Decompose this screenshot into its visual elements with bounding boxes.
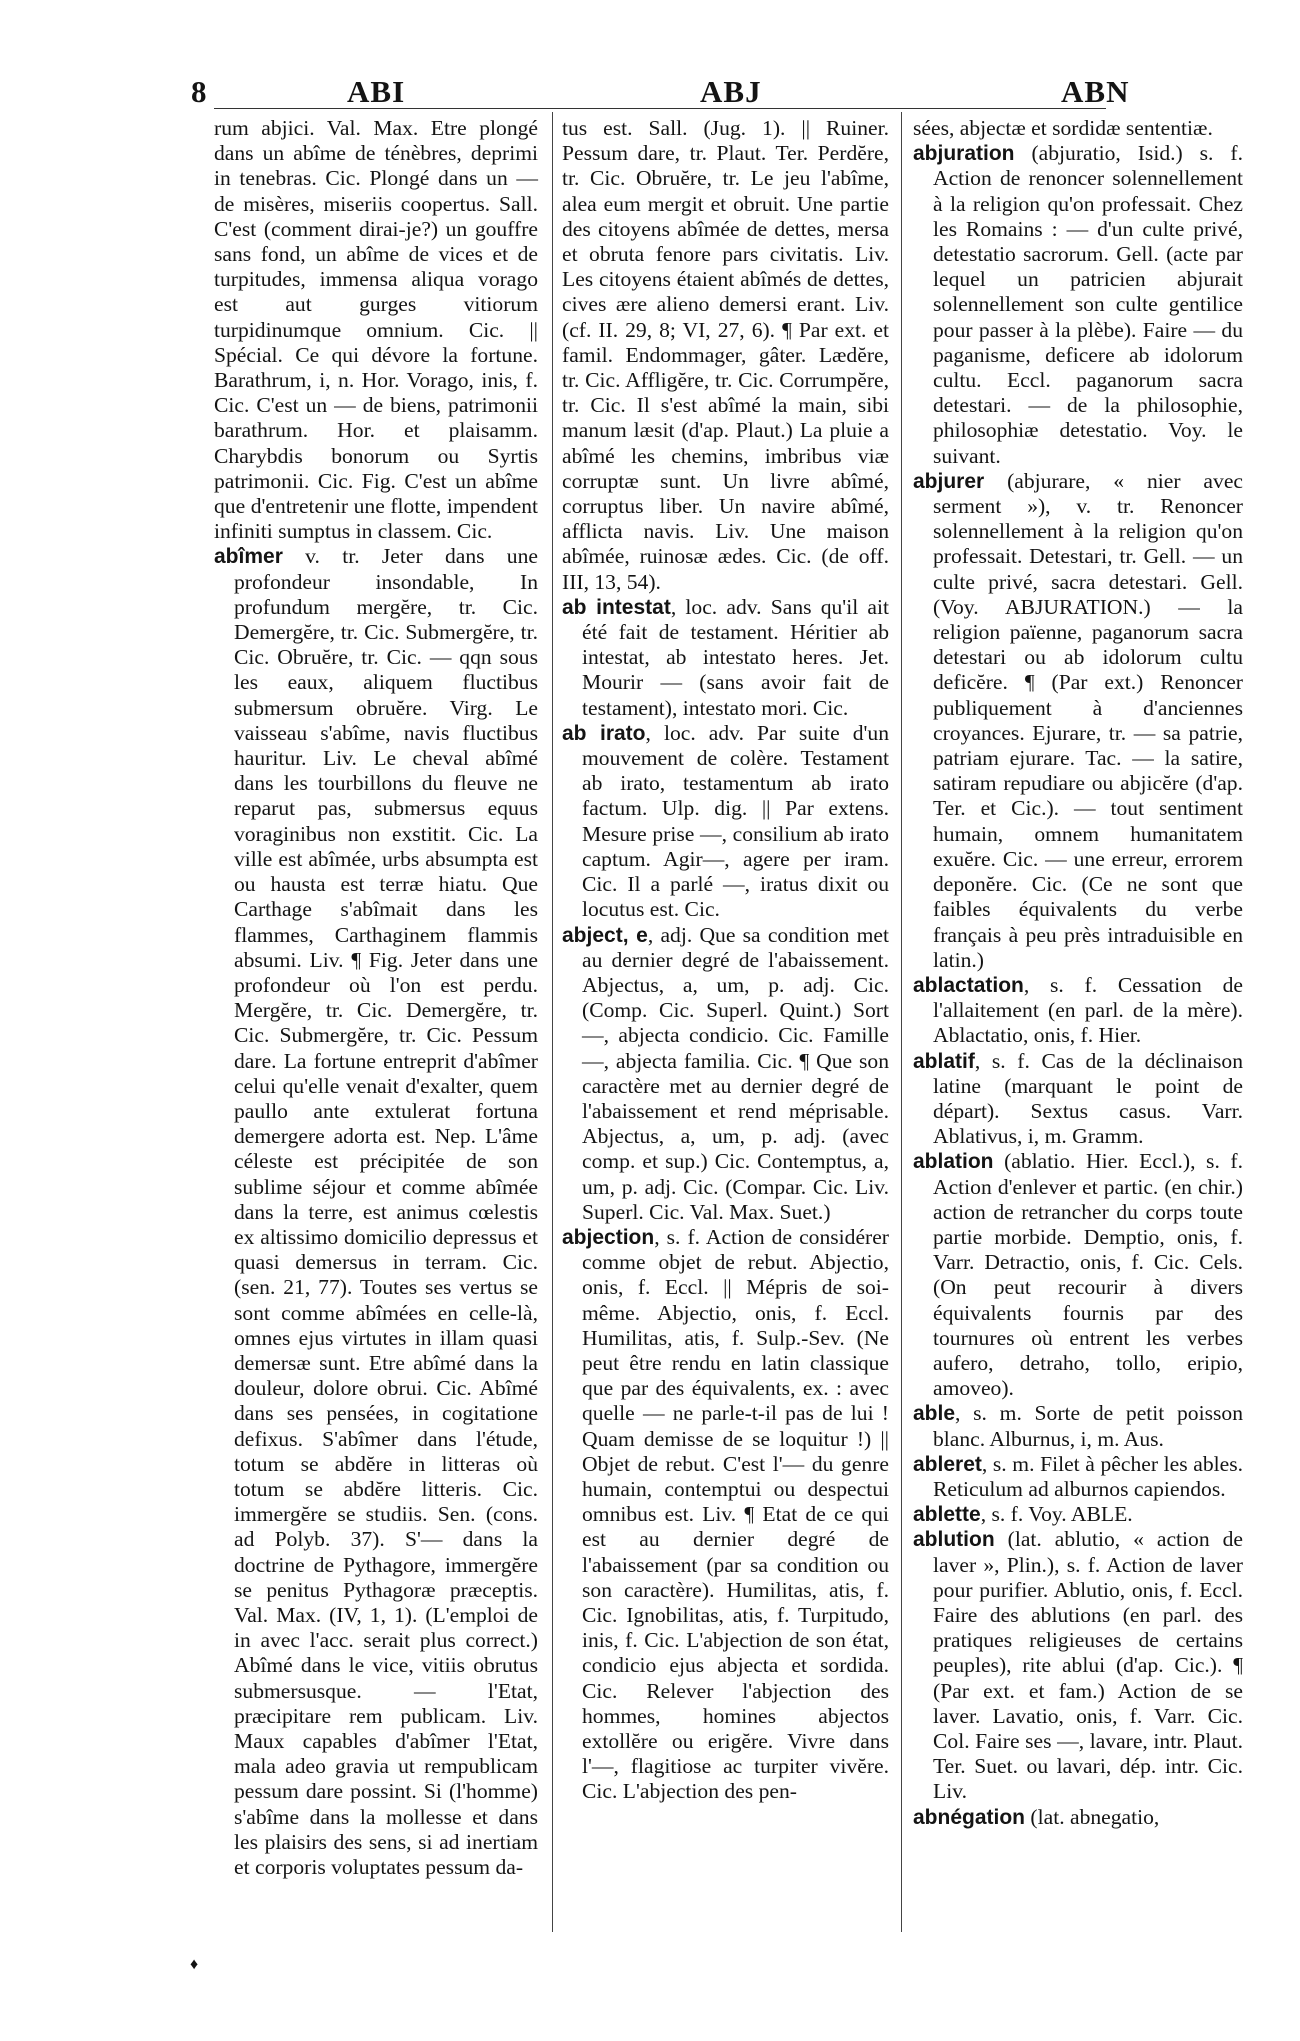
entry-text: , s. f. Cessation de l'allaitement (en parl. de la mère). Ablactatio, onis, f. Hier.: [933, 972, 1243, 1048]
entry-headword: ablution: [913, 1528, 995, 1552]
entry-headword: abjection: [562, 1225, 655, 1249]
entry-headword: ab intestat: [562, 595, 671, 619]
dictionary-entry: [562, 721, 889, 923]
dictionary-entry: [214, 544, 538, 1880]
dictionary-entry: [913, 141, 1243, 469]
column-2: [562, 116, 889, 1805]
entry-continuation: [214, 116, 538, 544]
entry-text: , adj. Que sa condition met au dernier degré de l'abaissement. Abjectus, a, um, p. adj. Cic. (Comp. Cic. Superl. Quint.) Sort —, abjecta condicio. Cic. Famille —, abjecta familia. Cic. ¶ Que son caractère met au dernier degré de l'abaissement et rend méprisable. Abjectus, a, um, p. adj. (avec comp. et sup.) Cic. Contemptus, a, um, p. adj. Cic. (Compar. Cic. Liv. Superl. Cic. Val. Max. Suet.): [582, 922, 889, 1224]
entry-text: , s. m. Sorte de petit poisson blanc. Alburnus, i, m. Aus.: [933, 1401, 1243, 1451]
column-separator: [901, 112, 902, 1932]
dictionary-entry: [562, 1225, 889, 1805]
header-rule: [214, 108, 1106, 109]
running-head-left: ABI: [347, 74, 406, 109]
entry-headword: ablatif: [913, 1049, 975, 1073]
entry-text: , s. m. Filet à pêcher les ables. Reticulum ad alburnos capiendos.: [933, 1451, 1243, 1501]
column-separator: [552, 112, 553, 1932]
dictionary-entry: [913, 1527, 1243, 1804]
entry-text: v. tr. Jeter dans une profondeur insondable, In profundum mergĕre, tr. Cic. Demergĕre, tr. Cic. Submergĕre, tr. Cic. Obruĕre, tr. Cic. — qqn sous les eaux, aliquem fluctibus submersum obruĕre. Virg. Le vaisseau s'abîme, navis fluctibus hauritur. Liv. Le cheval abîmé dans les tourbillons du fleuve ne reparut pas, submersus equus voraginibus non exstitit. Cic. La ville est abîmée, urbs absumpta est ou hausta est terræ hiatu. Que Carthage s'abîmait dans les flammes, Carthaginem flammis absumi. Liv. ¶ Fig. Jeter dans une profondeur où l'on est perdu. Mergĕre, tr. Cic. Demergĕre, tr. Cic. Submergĕre, tr. Cic. Pessum dare. La fortune entreprit d'abîmer celui qu'elle venait d'exalter, quem paullo ante extulerat fortuna demergere adorta est. Nep. L'âme céleste est précipitée de son sublime séjour et comme abîmée dans la terre, est animus cœlestis ex altissimo domicilio depressus et quasi demersus in terram. Cic. (sen. 21, 77). Toutes ses vertus se sont comme abîmées en celle-là, omnes ejus virtutes in illam quasi demersæ sunt. Etre abîmé dans la douleur, dolore obrui. Cic. Abîmé dans ses pensées, in cogitatione defixus. S'abîmer dans l'étude, totum se abdĕre in litteras où totum se abdĕre litteris. Cic. immergĕre se studiis. Sen. (cons. ad Polyb. 37). S'— dans la doctrine de Pythagore, immergĕre se penitus Pythagoræ præceptis. Val. Max. (IV, 1, 1). (L'emploi de in avec l'acc. serait plus correct.) Abîmé dans le vice, vitiis obrutus submersusque. — l'Etat, præcipitare rem publicam. Liv. Maux capables d'abîmer l'Etat, mala adeo gravia ut rempublicam pessum dare possint. Si (l'homme) s'abîme dans la mollesse et dans les plaisirs des sens, si ad inertiam et corporis voluptates pessum da-: [234, 544, 538, 1880]
entry-text: (abjurare, « nier avec serment »), v. tr. Renoncer solennellement à la religion qu'on professait. Detestari, tr. Gell. — un culte privé, sacra detestari. Gell. (Voy. ABJURATION.) — la religion païenne, paganorum sacra detestari ou ab idolorum cultu deficĕre. ¶ (Par ext.) Renoncer publiquement à d'anciennes croyances. Ejurare, tr. — sa patrie, patriam ejurare. Tac. — la satire, satiram repudiare ou abjicĕre (d'ap. Ter. et Cic.). — tout sentiment humain, omnem humanitatem exuĕre. Cic. — une erreur, errorem deponĕre. Cic. (Ce ne sont que faibles équivalents du verbe français à peu près intraduisible en latin.): [933, 468, 1243, 972]
entry-headword: abnégation: [913, 1805, 1026, 1829]
entry-continuation: [562, 116, 889, 595]
dictionary-entry: [913, 973, 1243, 1049]
entry-headword: ablactation: [913, 973, 1024, 997]
entry-text: , s. f. Cas de la déclinaison latine (marquant le point de départ). Sextus casus. Varr. Ablativus, i, m. Gramm.: [933, 1048, 1243, 1149]
running-head-right: ABN: [1061, 74, 1130, 109]
running-head-center: ABJ: [700, 74, 762, 109]
dictionary-entry: [562, 595, 889, 721]
entry-continuation: [913, 116, 1243, 141]
entry-text: (lat. abnegatio,: [1025, 1804, 1160, 1829]
dictionary-entry: [562, 923, 889, 1225]
entry-headword: abject, e: [562, 923, 648, 947]
dictionary-entry: [913, 1401, 1243, 1451]
page-number: 8: [191, 74, 208, 109]
entry-text: sées, abjectæ et sordidæ sententiæ.: [913, 116, 1213, 140]
entry-headword: ableret: [913, 1452, 982, 1476]
entry-headword: abjurer: [913, 469, 985, 493]
dictionary-entry: [913, 1452, 1243, 1502]
entry-text: , loc. adv. Par suite d'un mouvement de colère. Testament ab irato, testamentum ab irato factum. Ulp. dig. || Par extens. Mesure prise —, consilium ab irato captum. Agir—, agere per iram. Cic. Il a parlé —, iratus dixit ou locutus est. Cic.: [582, 720, 889, 922]
dictionary-entry: [913, 469, 1243, 973]
column-1: [214, 116, 538, 1880]
entry-text: (abjuratio, Isid.) s. f. Action de renoncer solennellement à la religion qu'on professait. Chez les Romains : — d'un culte privé, detestatio sacrorum. Gell. (acte par lequel un patricien abjurait solennellement son culte gentilice pour passer à la plèbe). Faire — du paganisme, deficere ab idolorum cultu. Eccl. paganorum sacra detestari. — de la philosophie, philosophiæ detestatio. Voy. le suivant.: [933, 141, 1243, 468]
entry-headword: abjuration: [913, 142, 1015, 166]
entry-headword: ab irato: [562, 721, 646, 745]
entry-text: (ablatio. Hier. Eccl.), s. f. Action d'enlever et partic. (en chir.) action de retrancher du corps toute partie morbide. Demptio, onis, f. Varr. Detractio, onis, f. Cic. Cels. (On peut recourir à divers équivalents fournis par des tournures où entrent les verbes aufero, detraho, tollo, eripio, amoveo).: [933, 1149, 1243, 1401]
entry-text: (lat. ablutio, « action de laver », Plin.), s. f. Action de laver pour purifier. Ablutio, onis, f. Eccl. Faire des ablutions (en parl. des pratiques religieuses de certains peuples), rite ablui (d'ap. Cic.). ¶ (Par ext. et fam.) Action de se laver. Lavatio, onis, f. Varr. Cic. Col. Faire ses —, lavare, intr. Plaut. Ter. Suet. ou lavari, dép. intr. Cic. Liv.: [933, 1527, 1243, 1804]
dictionary-entry: [913, 1049, 1243, 1150]
entry-headword: able: [913, 1402, 956, 1426]
entry-text: tus est. Sall. (Jug. 1). || Ruiner. Pessum dare, tr. Plaut. Ter. Perdĕre, tr. Cic. Obruĕre, tr. Le jeu l'abîme, alea eum mergit et obruit. Une partie des citoyens abîmée de dettes, mersa et obruta fenore pars civitatis. Liv. Les citoyens étaient abîmés de dettes, cives ære alieno demersi erant. Liv. (cf. II. 29, 8; VI, 27, 6). ¶ Par ext. et famil. Endommager, gâter. Lædĕre, tr. Cic. Affligĕre, tr. Cic. Corrumpĕre, tr. Cic. Il s'est abîmé la main, sibi manum læsit (d'ap. Plaut.) La pluie a abîmé les chemins, imbribus viæ corruptæ sunt. Un livre abîmé, corruptus liber. Un navire abîmé, afflicta navis. Liv. Une maison abîmée, ruinosæ ædes. Cic. (de off. III, 13, 54).: [562, 116, 889, 594]
entry-headword: ablation: [913, 1150, 994, 1174]
entry-text: , s. f. Voy. ABLE.: [980, 1502, 1133, 1527]
dictionary-entry: [913, 1502, 1243, 1527]
entry-headword: ablette: [913, 1503, 981, 1527]
entry-text: , s. f. Action de considérer comme objet de rebut. Abjectio, onis, f. Eccl. || Mépris de soi-même. Abjectio, onis, f. Eccl. Humilitas, atis, f. Sulp.-Sev. (Ne peut être rendu en latin classique que par des équivalents, ex. : avec quelle — ne parle-t-il pas de lui ! Quam demisse de se loquitur !) || Objet de rebut. C'est l'— du genre humain, contemptui ou despectui omnibus est. Liv. ¶ Etat de ce qui est au dernier degré de l'abaissement (par sa condition ou son caractère). Humilitas, atis, f. Cic. Ignobilitas, atis, f. Turpitudo, inis, f. Cic. L'abjection de son état, condicio ejus abjecta et sordida. Cic. Relever l'abjection des hommes, homines abjectos extollĕre ou erigĕre. Vivre dans l'—, flagitiose ac turpiter vivĕre. Cic. L'abjection des pen-: [582, 1224, 889, 1804]
margin-mark: ♦: [190, 1956, 199, 1973]
dictionary-entry: [913, 1149, 1243, 1401]
entry-headword: abîmer: [214, 545, 283, 569]
dictionary-entry: [913, 1805, 1243, 1830]
entry-text: rum abjici. Val. Max. Etre plongé dans un abîme de ténèbres, deprimi in tenebras. Cic. Plongé dans un — de misères, miseriis coopertus. Sall. C'est (comment dirai-je?) un gouffre sans fond, un abîme de vices et de turpitudes, immensa aliqua vorago est aut gurges vitiorum turpidinumque omnium. Cic. || Spécial. Ce qui dévore la fortune. Barathrum, i, n. Hor. Vorago, inis, f. Cic. C'est un — de biens, patrimonii barathrum. Hor. et plaisamm. Charybdis bonorum ou Syrtis patrimonii. Cic. Fig. C'est un abîme que d'entretenir une flotte, impendent infiniti sumptus in classem. Cic.: [214, 116, 538, 544]
entry-text: , loc. adv. Sans qu'il ait été fait de testament. Héritier ab intestat, ab intestato heres. Jet. Mourir — (sans avoir fait de testament), intestato mori. Cic.: [582, 594, 889, 720]
column-3: [913, 116, 1243, 1830]
